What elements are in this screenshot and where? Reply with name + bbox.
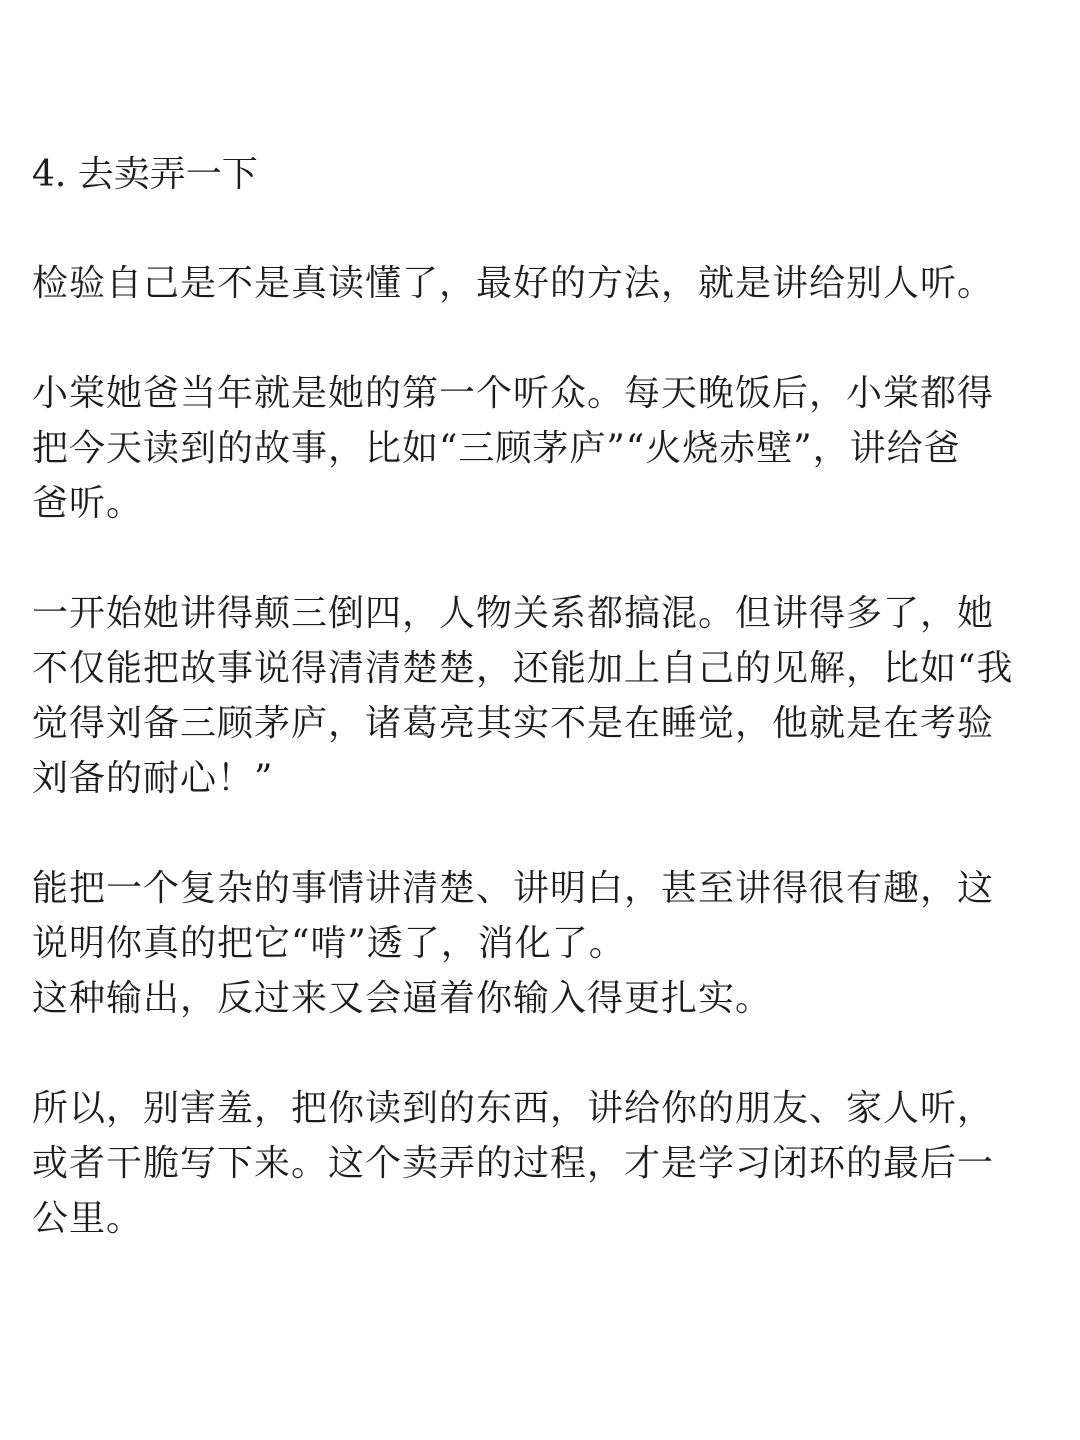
paragraph-line: 说明你真的把它“啃”透了，消化了。 — [32, 923, 626, 964]
paragraph-line: 这种输出，反过来又会逼着你输入得更扎实。 — [32, 978, 773, 1019]
paragraph-4 — [32, 861, 1032, 1026]
paragraph-line: 爸听。 — [32, 483, 144, 524]
paragraph-line: 觉得刘备三顾茅庐，诸葛亮其实不是在睡觉，他就是在考验 — [32, 703, 995, 744]
paragraph-line: 不仅能把故事说得清清楚楚，还能加上自己的见解，比如“我 — [32, 648, 1014, 689]
paragraph-line: 一开始她讲得颠三倒四，人物关系都搞混。但讲得多了，她 — [32, 593, 995, 634]
paragraph-line: 所以，别害羞，把你读到的东西，讲给你的朋友、家人听， — [32, 1088, 995, 1129]
paragraph-line: 刘备的耐心！” — [32, 758, 274, 799]
paragraph-1 — [32, 256, 1032, 311]
paragraph-line: 检验自己是不是真读懂了，最好的方法，就是讲给别人听。 — [32, 263, 995, 304]
paragraph-3 — [32, 586, 1032, 806]
paragraph-line: 能把一个复杂的事情讲清楚、讲明白，甚至讲得很有趣，这 — [32, 868, 995, 909]
paragraph-line: 小棠她爸当年就是她的第一个听众。每天晚饭后，小棠都得 — [32, 373, 995, 414]
paragraph-line: 公里。 — [32, 1198, 144, 1239]
paragraph-2 — [32, 366, 1032, 531]
paragraph-5 — [32, 1081, 1032, 1246]
paragraph-line: 或者干脆写下来。这个卖弄的过程，才是学习闭环的最后一 — [32, 1143, 995, 1184]
section-title: 4. 去卖弄一下 — [32, 154, 258, 195]
paragraph-line: 把今天读到的故事，比如“三顾茅庐”“火烧赤壁”，讲给爸 — [32, 428, 961, 469]
